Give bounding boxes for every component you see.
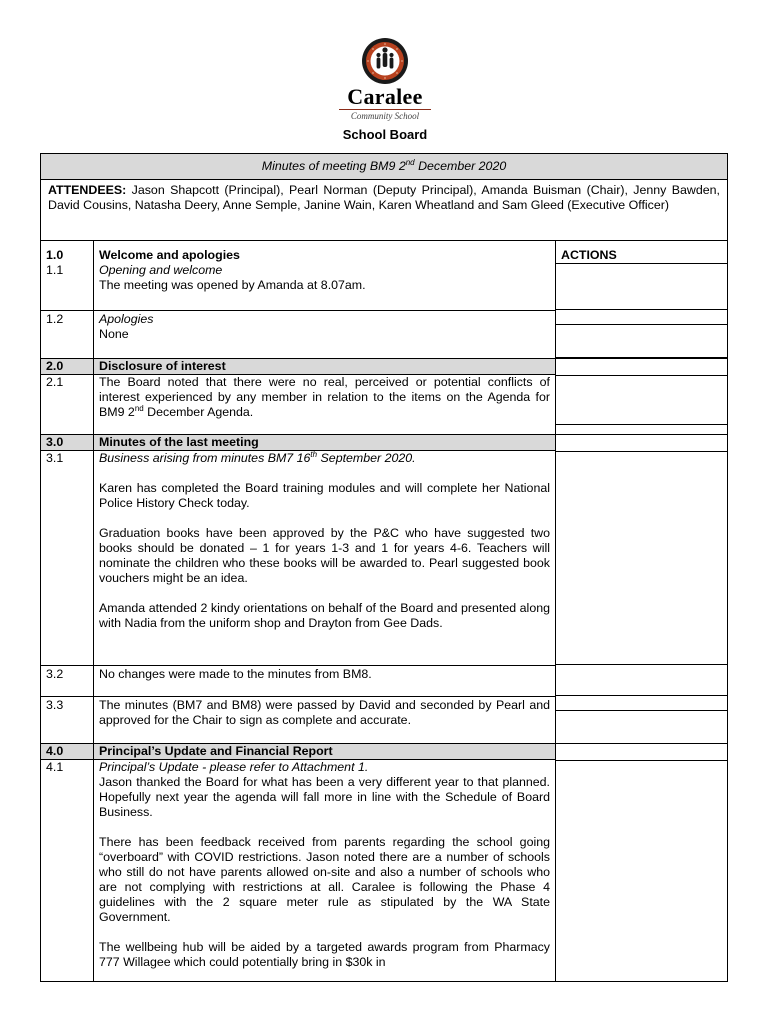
meeting-title: Minutes of meeting BM9 2nd December 2020 [41, 154, 727, 180]
attendees-list: Jason Shapcott (Principal), Pearl Norman (Deputy Principal), Amanda Buisman (Chair), Jenny Bawden, David Cousins, Natasha Deery, Anne Semple, Janine Wain, Karen Wheatland and Sam Gleed (Executive Officer) [48, 183, 720, 212]
item-number: 3.2 [41, 665, 94, 696]
item-heading: Apologies [99, 312, 154, 326]
caralee-logo-icon [360, 36, 410, 86]
action-cell [556, 358, 727, 375]
action-cell [556, 760, 727, 982]
school-header [0, 36, 770, 142]
section-number: 1.0 [41, 241, 94, 263]
section-number: 4.0 [41, 743, 94, 760]
item-body [94, 451, 556, 665]
action-cell [556, 451, 727, 665]
action-cell [556, 434, 727, 451]
item-body [94, 760, 556, 982]
item-paragraph: Amanda attended 2 kindy orientations on behalf of the Board and presented along with Nadia from the uniform shop and Drayton from Gee Dads. [99, 601, 550, 630]
item-paragraph: Karen has completed the Board training modules and will complete her National Police History Check today. [99, 481, 550, 510]
attendees-label: ATTENDEES: [48, 183, 127, 197]
section-number: 2.0 [41, 358, 94, 375]
item-body [94, 263, 556, 310]
item-heading: Business arising from minutes BM7 16th September 2020. [99, 449, 416, 465]
item-body [94, 310, 556, 358]
item-text: The meeting was opened by Amanda at 8.07am. [99, 278, 366, 292]
section-title: Minutes of the last meeting [94, 434, 556, 451]
item-number: 3.1 [41, 451, 94, 665]
item-heading: Opening and welcome [99, 263, 223, 277]
brand-name: Caralee [347, 84, 423, 109]
item-paragraph: The wellbeing hub will be aided by a targeted awards program from Pharmacy 777 Willagee which could potentially bring in $30k in [99, 940, 550, 969]
action-cell [556, 375, 727, 434]
item-number: 2.1 [41, 375, 94, 434]
item-number: 1.1 [41, 263, 94, 310]
minutes-document [40, 153, 728, 982]
item-text: None [99, 327, 129, 341]
actions-header: ACTIONS [556, 241, 727, 263]
item-number: 3.3 [41, 696, 94, 743]
action-cell [556, 743, 727, 760]
item-number: 1.2 [41, 310, 94, 358]
item-paragraph: There has been feedback received from parents regarding the school going “overboard” with COVID restrictions. Jason noted there are a number of schools who still do not have parents allowed on-site and also a number of schools who are not complying with restrictions at all. Caralee is following the Phase 4 guidelines with the 2 square meter rule as stipulated by the WA State Government. [99, 835, 550, 924]
board-title: School Board [342, 127, 428, 142]
action-cell [556, 263, 727, 310]
section-title: Principal’s Update and Financial Report [94, 743, 556, 760]
brand-subtitle: Community School [350, 111, 420, 121]
item-paragraph: Jason thanked the Board for what has been a very different year to that planned. Hopefully next year the agenda will fall more in line with the Schedule of Board Business. [99, 775, 550, 819]
section-title: Welcome and apologies [94, 241, 556, 263]
item-body: The Board noted that there were no real, perceived or potential conflicts of interest experienced by any member in relation to the items on the Agenda for BM9 2nd December Agenda. [94, 375, 556, 434]
item-text: The minutes (BM7 and BM8) were passed by David and seconded by Pearl and approved for the Chair to sign as complete and accurate. [94, 696, 556, 743]
item-paragraph: Graduation books have been approved by the P&C who have suggested two books should be donated – 1 for years 1-3 and 1 for years 4-6. Teachers will nominate the children who these books will be awarded to. Pearl suggested book vouchers might be an idea. [99, 526, 550, 585]
item-text: No changes were made to the minutes from BM8. [94, 665, 556, 696]
brand-divider [339, 109, 431, 110]
section-title: Disclosure of interest [94, 358, 556, 375]
minutes-table [41, 241, 727, 982]
item-heading: Principal’s Update - please refer to Attachment 1. [99, 760, 369, 774]
action-cell [556, 665, 727, 696]
action-cell [556, 696, 727, 743]
section-number: 3.0 [41, 434, 94, 451]
attendees-block [41, 180, 727, 241]
action-cell [556, 310, 727, 358]
item-number: 4.1 [41, 760, 94, 982]
